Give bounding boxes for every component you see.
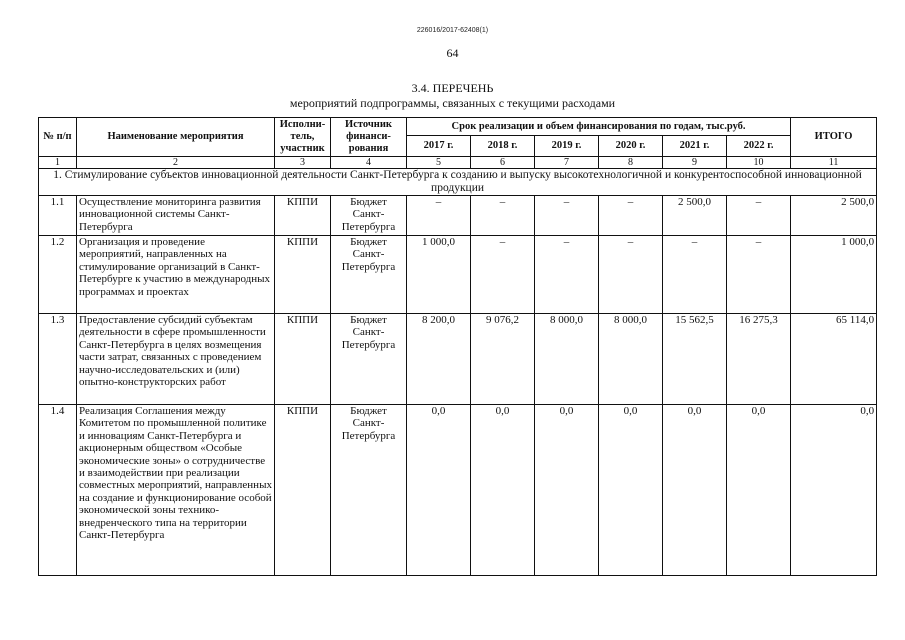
row-value: 16 275,3	[727, 314, 791, 405]
header-year: 2020 г.	[599, 136, 663, 157]
header-total: ИТОГО	[791, 118, 877, 157]
column-number: 9	[663, 157, 727, 169]
header-name: Наименование мероприятия	[77, 118, 275, 157]
row-value: –	[727, 236, 791, 314]
section-row	[39, 169, 877, 196]
row-value: –	[535, 236, 599, 314]
row-value: 0,0	[407, 405, 471, 576]
header-year: 2019 г.	[535, 136, 599, 157]
row-value: 0,0	[663, 405, 727, 576]
row-value: 1 000,0	[407, 236, 471, 314]
table-row	[39, 314, 877, 405]
row-value: –	[663, 236, 727, 314]
column-number: 1	[39, 157, 77, 169]
row-total: 65 114,0	[791, 314, 877, 405]
section-title: 1. Стимулирование субъектов инновационной деятельности Санкт-Петербурга к созданию и выпуску высокотехнологичной и конкурентоспособной инновационной продукции	[39, 169, 877, 196]
column-number: 6	[471, 157, 535, 169]
row-source: Бюджет Санкт-Петербурга	[331, 236, 407, 314]
row-num: 1.4	[39, 405, 77, 576]
row-name: Предоставление субсидий субъектам деятельности в сфере промышленности Санкт-Петербурга в целях возмещения части затрат, связанных с проведением научно-исследовательских и (или) опытно-конструкторских работ	[77, 314, 275, 405]
row-value: 8 000,0	[535, 314, 599, 405]
column-number: 5	[407, 157, 471, 169]
row-num: 1.2	[39, 236, 77, 314]
row-source: Бюджет Санкт-Петербурга	[331, 314, 407, 405]
row-total: 1 000,0	[791, 236, 877, 314]
row-value: 0,0	[599, 405, 663, 576]
row-value: –	[599, 236, 663, 314]
row-total: 2 500,0	[791, 196, 877, 236]
column-number: 3	[275, 157, 331, 169]
column-number: 2	[77, 157, 275, 169]
table-row	[39, 196, 877, 236]
row-value: 0,0	[727, 405, 791, 576]
row-executor: КППИ	[275, 236, 331, 314]
page-subtitle: мероприятий подпрограммы, связанных с текущими расходами	[289, 96, 616, 110]
row-name: Организация и проведение мероприятий, направленных на стимулирование организаций в Санкт-Петербурге к участию в международных программах и проектах	[77, 236, 275, 314]
row-value: –	[471, 196, 535, 236]
row-name: Реализация Соглашения между Комитетом по промышленной политике и инновациям Санкт-Петербурга и акционерным обществом «Особые экономические зоны» о сотрудничестве и взаимодействии при реализации совместных мероприятий, направленных на создание и функционирование особой экономической зоны технико-внедренческого типа на территории Санкт-Петербурга	[77, 405, 275, 576]
row-value: 15 562,5	[663, 314, 727, 405]
row-value: –	[727, 196, 791, 236]
row-executor: КППИ	[275, 196, 331, 236]
row-num: 1.1	[39, 196, 77, 236]
row-value: –	[407, 196, 471, 236]
header-year: 2022 г.	[727, 136, 791, 157]
page-number: 64	[446, 46, 459, 60]
row-executor: КППИ	[275, 314, 331, 405]
row-value: 8 200,0	[407, 314, 471, 405]
row-value: 9 076,2	[471, 314, 535, 405]
table-row	[39, 236, 877, 314]
row-value: 0,0	[471, 405, 535, 576]
header-executor: Исполни-тель, участник	[275, 118, 331, 157]
column-number: 4	[331, 157, 407, 169]
table-row	[39, 405, 877, 576]
header-source: Источник финанси-рования	[331, 118, 407, 157]
header-year: 2021 г.	[663, 136, 727, 157]
row-source: Бюджет Санкт-Петербурга	[331, 196, 407, 236]
column-numbers-row	[39, 157, 877, 169]
page-title: 3.4. ПЕРЕЧЕНЬ	[411, 81, 494, 95]
column-number: 11	[791, 157, 877, 169]
row-num: 1.3	[39, 314, 77, 405]
row-value: –	[471, 236, 535, 314]
row-value: –	[535, 196, 599, 236]
row-executor: КППИ	[275, 405, 331, 576]
row-name: Осуществление мониторинга развития инновационной системы Санкт-Петербурга	[77, 196, 275, 236]
row-value: 0,0	[535, 405, 599, 576]
column-number: 10	[727, 157, 791, 169]
document-id: 226016/2017-62408(1)	[416, 27, 489, 34]
column-number: 8	[599, 157, 663, 169]
column-number: 7	[535, 157, 599, 169]
row-source: Бюджет Санкт-Петербурга	[331, 405, 407, 576]
row-value: 8 000,0	[599, 314, 663, 405]
header-num: № п/п	[39, 118, 77, 157]
row-value: 2 500,0	[663, 196, 727, 236]
row-value: –	[599, 196, 663, 236]
header-year: 2018 г.	[471, 136, 535, 157]
activities-table	[38, 117, 877, 576]
header-year: 2017 г.	[407, 136, 471, 157]
row-total: 0,0	[791, 405, 877, 576]
header-period-group: Срок реализации и объем финансирования по годам, тыс.руб.	[407, 118, 791, 136]
